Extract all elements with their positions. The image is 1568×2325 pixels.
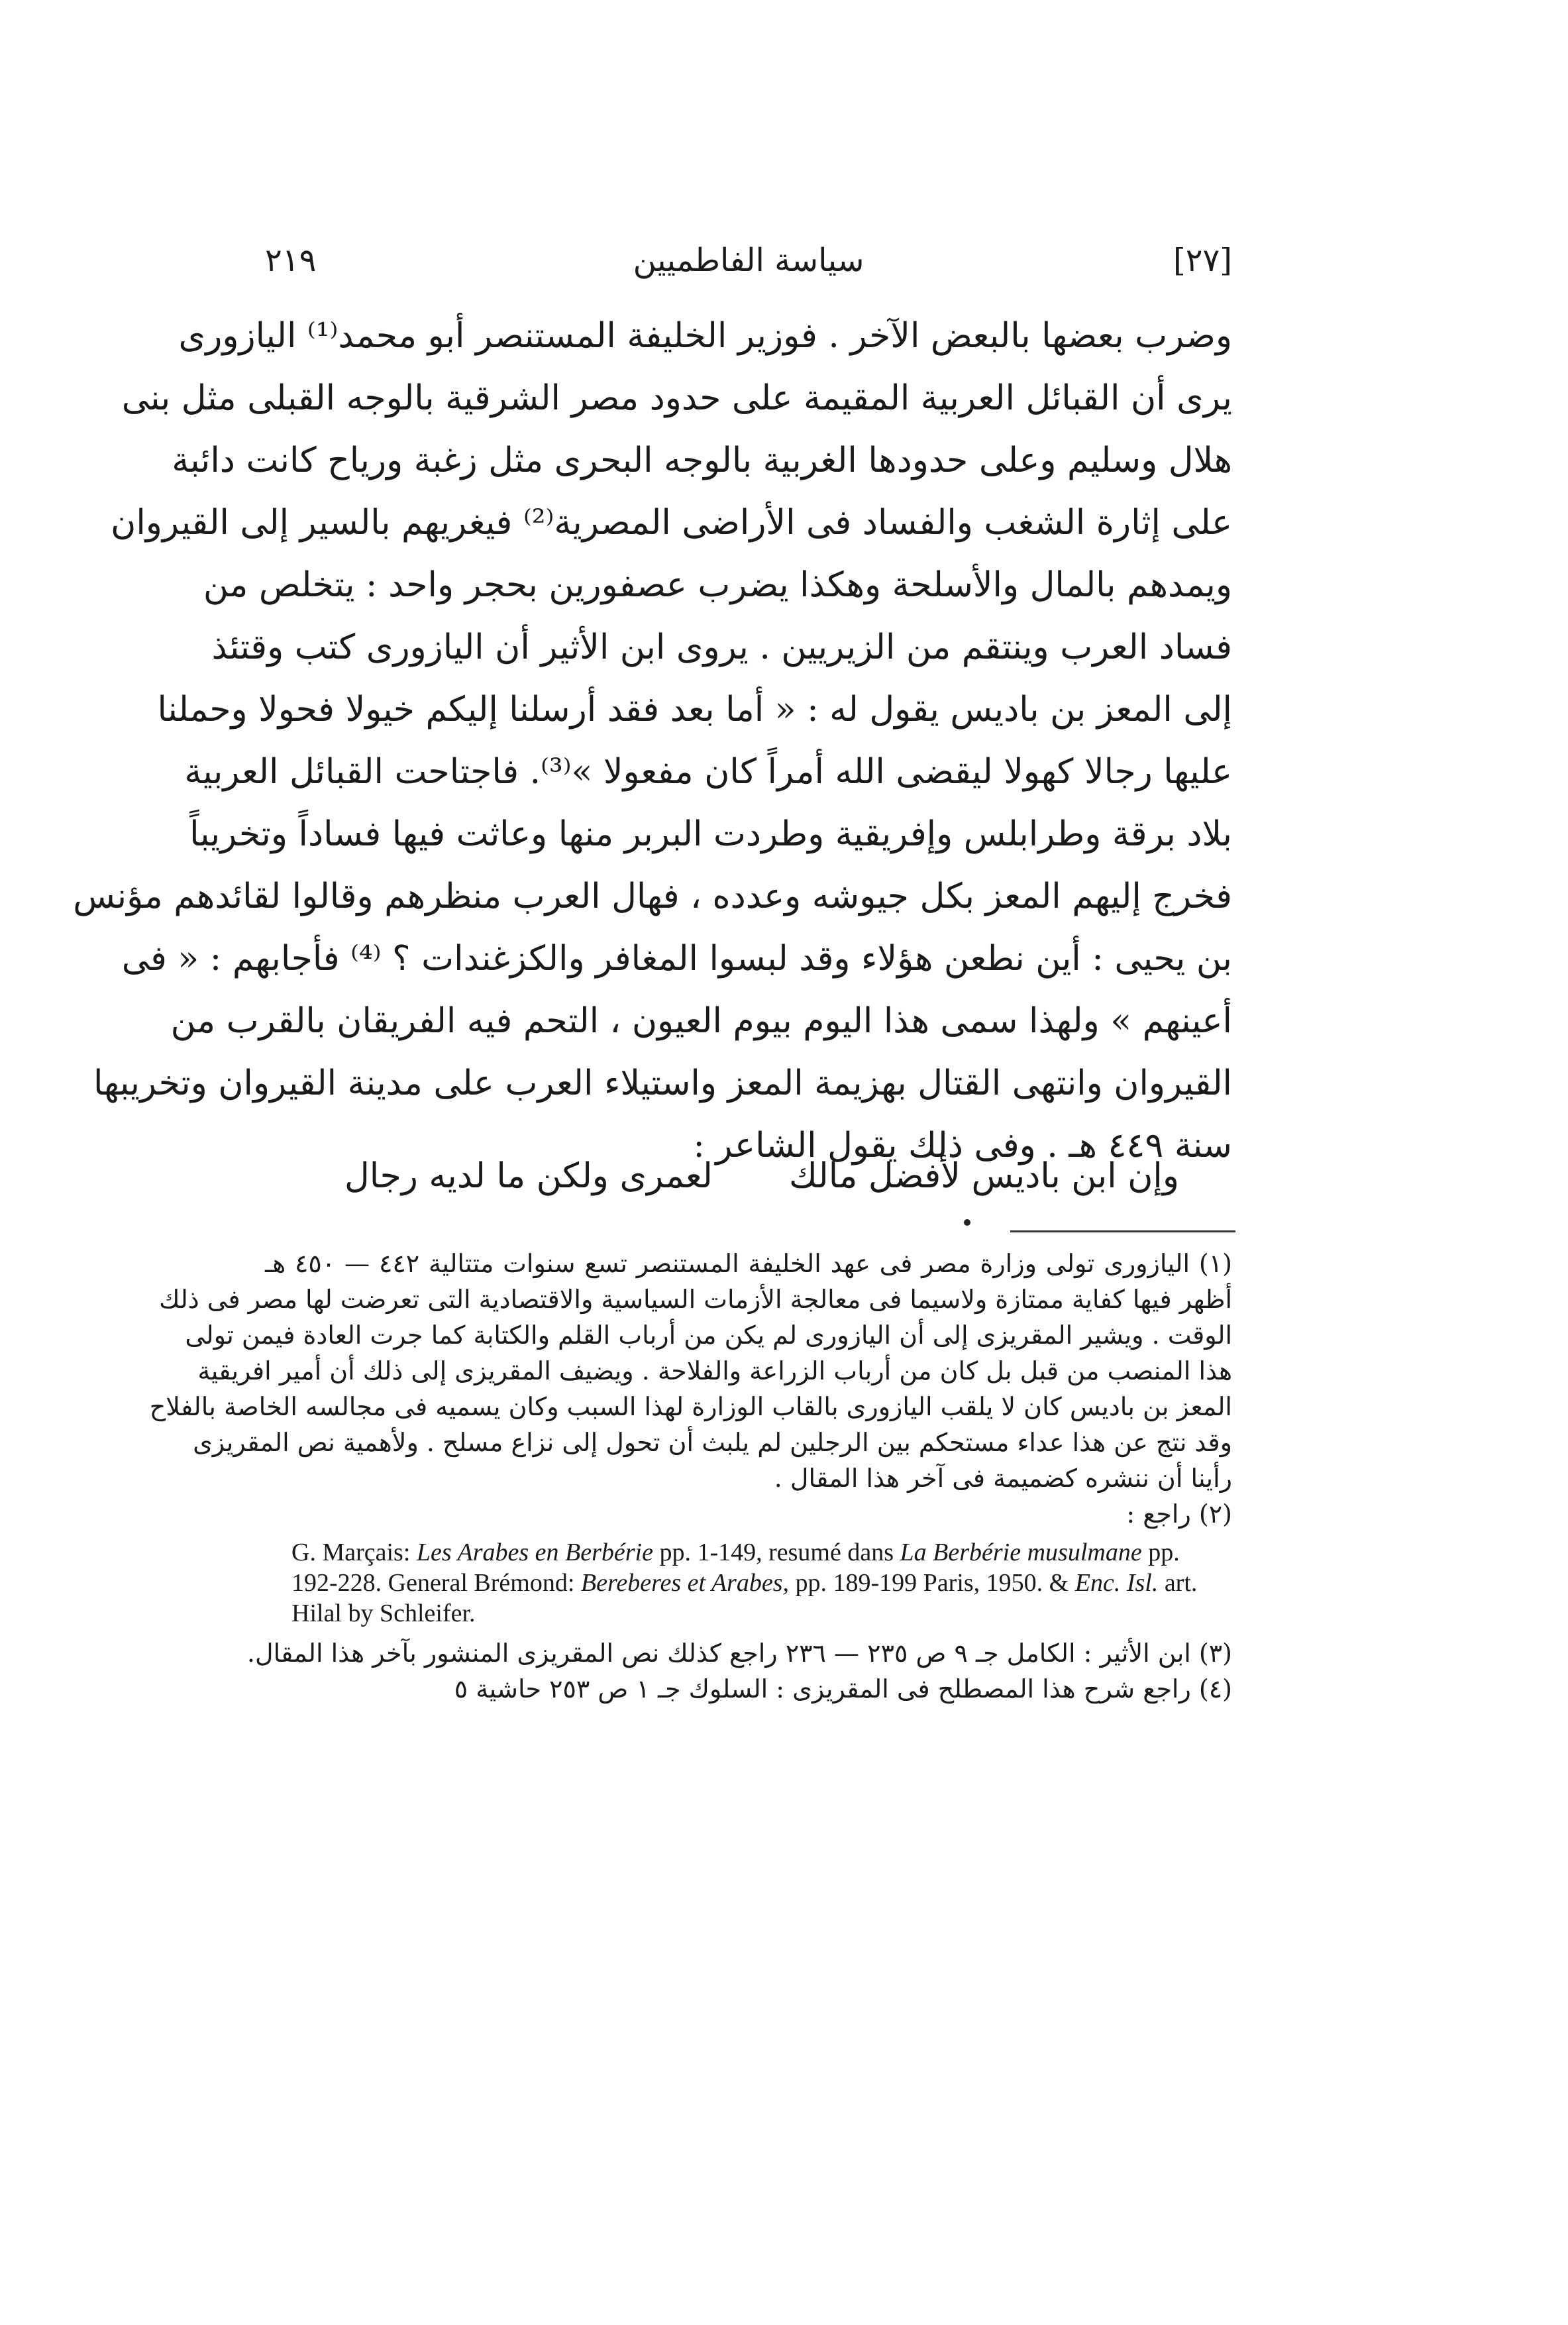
ref-text: pp. (1141, 1539, 1180, 1566)
reference-line: Hilal by Schleifer. (291, 1599, 476, 1627)
ref-title: La Berbérie musulmane (900, 1539, 1142, 1566)
reference-line (291, 1568, 1232, 1598)
page-number: ٢١٩ (265, 242, 317, 279)
ref-title: Les Arabes en Berbérie (416, 1539, 653, 1566)
body-line: على إثارة الشغب والفساد فى الأراضى المصرية⁽²⁾ فيغريهم بالسير إلى القيروان (111, 503, 1232, 543)
verse-second-hemistich: لعمرى ولكن ما لديه رجال (344, 1156, 713, 1196)
running-title: سياسة الفاطميين (633, 242, 864, 279)
footnote-line: (٤) راجع شرح هذا المصطلح فى المقريزى : السلوك جـ ١ ص ٢٥٣ حاشية ٥ (454, 1674, 1232, 1703)
footnote-line: (١) اليازورى تولى وزارة مصر فى عهد الخليفة المستنصر تسع سنوات متتالية ٤٤٢ — ٤٥٠ هـ (265, 1249, 1232, 1278)
ref-title: Enc. Isl. (1074, 1569, 1159, 1597)
footnote-1 (149, 1246, 1232, 1496)
footnote-line: (٣) ابن الأثير : الكامل جـ ٩ ص ٢٣٥ — ٢٣٦ راجع كذلك نص المقريزى المنشور بآخر هذا المقال. (246, 1639, 1232, 1668)
footnote-line: رأينا أن ننشره كضميمة فى آخر هذا المقال . (774, 1464, 1232, 1493)
body-line: يرى أن القبائل العربية المقيمة على حدود مصر الشرقية بالوجه القبلى مثل بنى (121, 378, 1232, 418)
body-line: أعينهم » ولهذا سمى هذا اليوم بيوم العيون ، التحم فيه الفريقان بالقرب من (170, 1001, 1232, 1041)
verse-first-hemistich: وإن ابن باديس لأفضل مالك (789, 1156, 1179, 1196)
ref-text: G. Marçais: (291, 1539, 417, 1566)
body-line: فخرج إليهم المعز بكل جيوشه وعدده ، فهال العرب منظرهم وقالوا لقائدهم مؤنس (73, 877, 1232, 916)
footnote-divider (1010, 1230, 1235, 1232)
body-line: وضرب بعضها بالبعض الآخر . فوزير الخليفة المستنصر أبو محمد⁽¹⁾ اليازورى (178, 316, 1232, 356)
body-line: هلال وسليم وعلى حدودها الغربية بالوجه البحرى مثل زغبة ورياح كانت دائبة (172, 441, 1232, 480)
body-line: عليها رجالا كهولا ليقضى الله أمراً كان مفعولا »⁽³⁾. فاجتاحت القبائل العربية (184, 752, 1232, 792)
footnote-line: الوقت . ويشير المقريزى إلى أن اليازورى لم يكن من أرباب القلم والكتابة كما جرت العادة فيمن تولى (185, 1321, 1232, 1350)
main-paragraph (73, 305, 1232, 1177)
poetry-verse (344, 1156, 1179, 1216)
body-line: فساد العرب وينتقم من الزيريين . يروى ابن الأثير أن اليازورى كتب وقتئذ (211, 627, 1232, 667)
footnote-line: وقد نتج عن هذا عداء مستحكم بين الرجلين لم يلبث أن تحول إلى نزاع مسلح . ولأهمية نص المقريزى (193, 1428, 1232, 1457)
footnote-4 (265, 1671, 1232, 1707)
chapter-marker: [٢٧] (1173, 242, 1232, 279)
footnote-line: هذا المنصب من قبل بل كان من أرباب الزراعة والفلاحة . ويضيف المقريزى إلى ذلك أن أمير افريقية (197, 1356, 1232, 1385)
body-line: إلى المعز بن باديس يقول له : « أما بعد فقد أرسلنا إليكم خيولا فحولا وحملنا (157, 690, 1232, 730)
body-line: القيروان وانتهى القتال بهزيمة المعز واستيلاء العرب على مدينة القيروان وتخريبها (93, 1063, 1232, 1103)
body-line: ويمدهم بالمال والأسلحة وهكذا يضرب عصفورين بحجر واحد : يتخلص من (203, 565, 1232, 605)
footnote-line: المعز بن باديس كان لا يلقب اليازورى بالقاب الوزارة لهذا السبب وكان يسميه فى مجالسه الخاصة بالفلاح (149, 1392, 1232, 1421)
footnote-2-label: (٢) راجع : (1126, 1499, 1232, 1529)
footnotes (149, 1246, 1232, 1707)
ref-text: pp. 1-149, resumé dans (653, 1539, 900, 1566)
ref-text: 192-228. General Brémond: (291, 1569, 581, 1597)
footnote-2 (265, 1496, 1232, 1532)
body-line: سنة ٤٤٩ هـ . وفى ذلك يقول الشاعر : (693, 1126, 1232, 1165)
ornament-dot (964, 1219, 970, 1226)
body-line: بلاد برقة وطرابلس وإفريقية وطردت البربر منها وعاثت فيها فساداً وتخريباً (189, 814, 1232, 854)
body-line: بن يحيى : أين نطعن هؤلاء وقد لبسوا المغافر والكزغندات ؟ ⁽⁴⁾ فأجابهم : « فى (121, 939, 1232, 979)
footnote-line: أظهر فيها كفاية ممتازة ولاسيما فى معالجة الأزمات السياسية والاقتصادية التى تعرضت لها مصر فى ذلك (159, 1285, 1232, 1314)
ref-title: Bereberes et Arabes, (580, 1569, 790, 1597)
running-header (265, 242, 1232, 288)
ref-text: pp. 189-199 Paris, 1950. & (789, 1569, 1075, 1597)
footnote-3 (246, 1635, 1232, 1671)
footnote-2-reference (265, 1537, 1232, 1629)
ref-text: art. (1158, 1569, 1198, 1597)
reference-line (291, 1537, 1232, 1568)
